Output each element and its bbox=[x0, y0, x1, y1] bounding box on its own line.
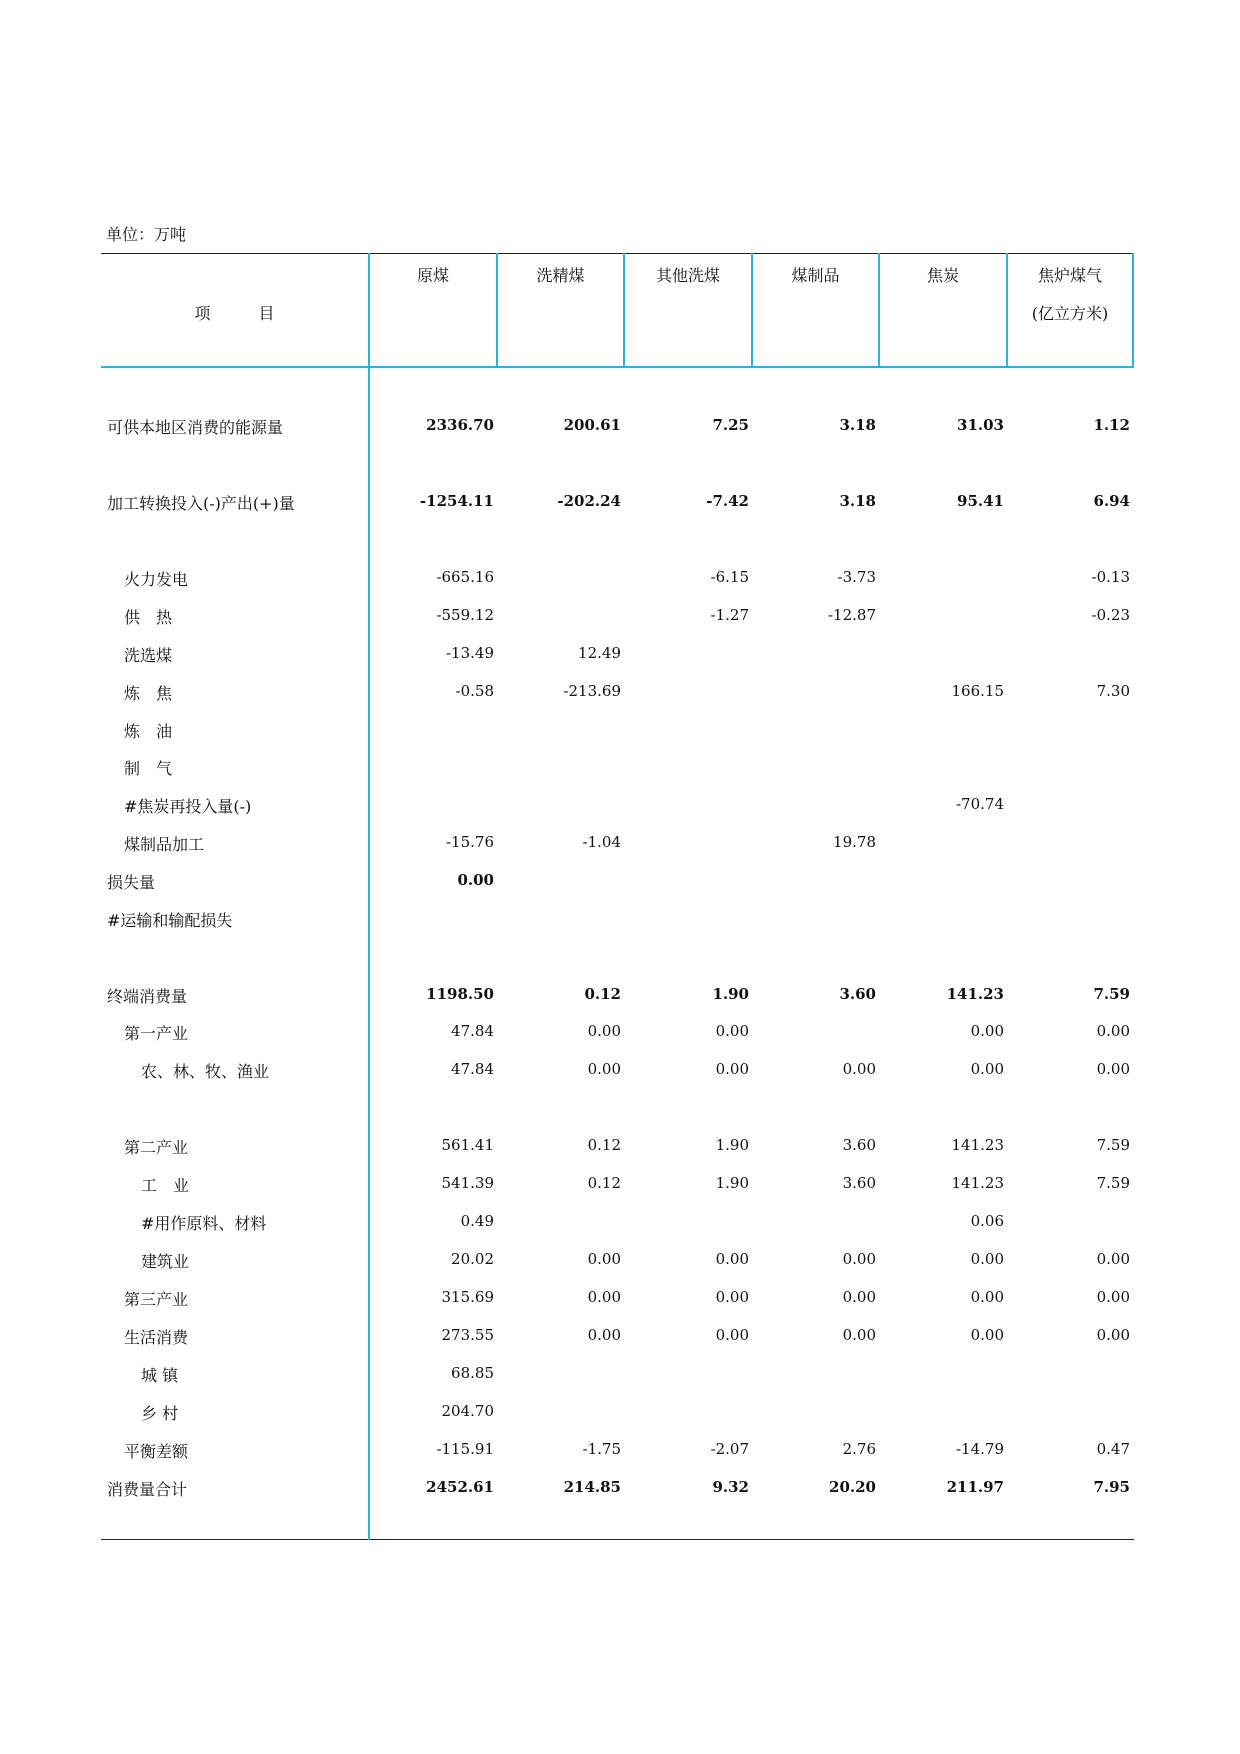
row-value: 0.00 bbox=[715, 1288, 749, 1306]
row-value: 0.00 bbox=[587, 1288, 621, 1306]
row-value: 0.00 bbox=[842, 1060, 876, 1078]
energy-balance-table bbox=[101, 253, 1134, 1540]
row-label: 终端消费量 bbox=[107, 987, 188, 1006]
row-value: 0.00 bbox=[587, 1326, 621, 1344]
row-value: -115.91 bbox=[436, 1440, 494, 1458]
table-bottom-rule bbox=[101, 1539, 1134, 1540]
row-value: 0.00 bbox=[1096, 1326, 1130, 1344]
header-col-cleaned-coal: 洗精煤 bbox=[536, 266, 585, 285]
row-value: 0.06 bbox=[970, 1212, 1004, 1230]
row-label: 洗选煤 bbox=[124, 646, 173, 665]
row-value: 0.00 bbox=[970, 1288, 1004, 1306]
row-value: 0.00 bbox=[715, 1250, 749, 1268]
row-value: 0.00 bbox=[1096, 1022, 1130, 1040]
row-value: -14.79 bbox=[955, 1440, 1004, 1458]
row-value: -13.49 bbox=[445, 644, 494, 662]
row-value: 0.00 bbox=[970, 1250, 1004, 1268]
row-value: 7.59 bbox=[1093, 985, 1130, 1003]
row-value: 19.78 bbox=[833, 833, 876, 851]
row-value: 31.03 bbox=[957, 416, 1004, 434]
row-value: 0.00 bbox=[842, 1288, 876, 1306]
row-value: -213.69 bbox=[563, 682, 621, 700]
row-value: 211.97 bbox=[946, 1478, 1004, 1496]
row-value: 0.00 bbox=[842, 1250, 876, 1268]
row-value: 7.59 bbox=[1096, 1174, 1130, 1192]
header-col-briquettes: 煤制品 bbox=[791, 266, 840, 285]
column-divider bbox=[1132, 253, 1134, 368]
row-value: 273.55 bbox=[441, 1326, 494, 1344]
row-label: 城 镇 bbox=[141, 1366, 179, 1385]
row-value: 166.15 bbox=[951, 682, 1004, 700]
row-value: 3.60 bbox=[842, 1174, 876, 1192]
header-col-raw-coal: 原煤 bbox=[416, 266, 449, 285]
row-value: 68.85 bbox=[451, 1364, 494, 1382]
row-label: 消费量合计 bbox=[107, 1480, 188, 1499]
row-value: 12.49 bbox=[578, 644, 621, 662]
row-value: 20.02 bbox=[451, 1250, 494, 1268]
row-label: 乡 村 bbox=[141, 1404, 179, 1423]
row-value: -7.42 bbox=[706, 492, 749, 510]
row-value: 9.32 bbox=[712, 1478, 749, 1496]
row-value: 2336.70 bbox=[426, 416, 494, 434]
row-label: #焦炭再投入量(-) bbox=[124, 797, 252, 816]
row-value: 200.61 bbox=[563, 416, 621, 434]
header-item: 项 目 bbox=[194, 304, 275, 323]
row-value: 3.60 bbox=[839, 985, 876, 1003]
row-value: 7.25 bbox=[712, 416, 749, 434]
table-top-rule bbox=[101, 253, 1134, 254]
row-value: 0.00 bbox=[457, 871, 494, 889]
row-value: 7.30 bbox=[1096, 682, 1130, 700]
row-value: 141.23 bbox=[946, 985, 1004, 1003]
row-value: 1.12 bbox=[1093, 416, 1130, 434]
row-value: 2452.61 bbox=[426, 1478, 494, 1496]
row-value: 315.69 bbox=[441, 1288, 494, 1306]
row-value: 0.00 bbox=[970, 1022, 1004, 1040]
row-value: -0.23 bbox=[1091, 606, 1130, 624]
row-label: #用作原料、材料 bbox=[141, 1214, 267, 1233]
row-label: 火力发电 bbox=[124, 570, 189, 589]
row-label: 农、林、牧、渔业 bbox=[141, 1062, 270, 1081]
row-value: -2.07 bbox=[710, 1440, 749, 1458]
row-label: 加工转换投入(-)产出(+)量 bbox=[107, 494, 295, 513]
row-value: 0.12 bbox=[587, 1136, 621, 1154]
row-value: 561.41 bbox=[441, 1136, 494, 1154]
row-value: 1198.50 bbox=[426, 985, 494, 1003]
row-value: 47.84 bbox=[451, 1022, 494, 1040]
row-label: 供 热 bbox=[124, 608, 173, 627]
header-bottom-rule bbox=[101, 366, 1134, 368]
row-value: 7.95 bbox=[1093, 1478, 1130, 1496]
row-value: -1.04 bbox=[582, 833, 621, 851]
row-value: -665.16 bbox=[436, 568, 494, 586]
row-value: 1.90 bbox=[715, 1136, 749, 1154]
row-value: 7.59 bbox=[1096, 1136, 1130, 1154]
row-value: 0.00 bbox=[715, 1022, 749, 1040]
row-value: -12.87 bbox=[827, 606, 876, 624]
row-value: 0.00 bbox=[1096, 1060, 1130, 1078]
unit-label: 单位：万吨 bbox=[106, 225, 187, 244]
row-value: 0.00 bbox=[587, 1250, 621, 1268]
row-value: -1.75 bbox=[582, 1440, 621, 1458]
row-value: 6.94 bbox=[1093, 492, 1130, 510]
row-label: #运输和输配损失 bbox=[107, 911, 233, 930]
row-label: 第三产业 bbox=[124, 1290, 189, 1309]
row-value: -0.58 bbox=[455, 682, 494, 700]
row-value: 214.85 bbox=[563, 1478, 621, 1496]
row-value: -3.73 bbox=[837, 568, 876, 586]
row-label: 生活消费 bbox=[124, 1328, 189, 1347]
row-label: 可供本地区消费的能源量 bbox=[107, 418, 284, 437]
row-label: 第二产业 bbox=[124, 1138, 189, 1157]
row-value: 0.00 bbox=[715, 1060, 749, 1078]
row-value: -0.13 bbox=[1091, 568, 1130, 586]
row-value: 0.00 bbox=[587, 1060, 621, 1078]
row-value: -6.15 bbox=[710, 568, 749, 586]
row-value: -202.24 bbox=[557, 492, 621, 510]
row-value: -559.12 bbox=[436, 606, 494, 624]
row-value: 20.20 bbox=[829, 1478, 876, 1496]
header-col-coke-oven-gas: 焦炉煤气 bbox=[1037, 266, 1102, 285]
row-value: 0.12 bbox=[584, 985, 621, 1003]
row-value: 0.00 bbox=[587, 1022, 621, 1040]
row-value: 1.90 bbox=[712, 985, 749, 1003]
row-value: 1.90 bbox=[715, 1174, 749, 1192]
row-value: 541.39 bbox=[441, 1174, 494, 1192]
row-value: 0.00 bbox=[1096, 1250, 1130, 1268]
row-value: 95.41 bbox=[957, 492, 1004, 510]
row-value: 3.18 bbox=[839, 416, 876, 434]
row-value: -15.76 bbox=[445, 833, 494, 851]
row-label: 炼 油 bbox=[124, 722, 173, 741]
row-value: 141.23 bbox=[951, 1136, 1004, 1154]
row-value: 0.12 bbox=[587, 1174, 621, 1192]
row-value: -1.27 bbox=[710, 606, 749, 624]
row-value: 3.18 bbox=[839, 492, 876, 510]
row-value: 2.76 bbox=[842, 1440, 876, 1458]
row-value: 0.49 bbox=[460, 1212, 494, 1230]
row-label: 炼 焦 bbox=[124, 684, 173, 703]
row-label: 损失量 bbox=[107, 873, 156, 892]
row-label: 平衡差额 bbox=[124, 1442, 189, 1461]
row-value: 141.23 bbox=[951, 1174, 1004, 1192]
row-value: -1254.11 bbox=[419, 492, 494, 510]
row-value: 0.00 bbox=[715, 1326, 749, 1344]
row-value: 0.00 bbox=[970, 1060, 1004, 1078]
row-value: 204.70 bbox=[441, 1402, 494, 1420]
row-value: 47.84 bbox=[451, 1060, 494, 1078]
row-value: -70.74 bbox=[955, 795, 1004, 813]
row-value: 3.60 bbox=[842, 1136, 876, 1154]
row-label: 第一产业 bbox=[124, 1024, 189, 1043]
row-value: 0.00 bbox=[1096, 1288, 1130, 1306]
label-column-divider bbox=[368, 253, 370, 1540]
row-label: 煤制品加工 bbox=[124, 835, 205, 854]
row-value: 0.00 bbox=[970, 1326, 1004, 1344]
header-col-coke-oven-gas-unit: (亿立方米) bbox=[1031, 304, 1109, 323]
header-col-other-washed-coal: 其他洗煤 bbox=[655, 266, 720, 285]
row-value: 0.47 bbox=[1096, 1440, 1130, 1458]
row-value: 0.00 bbox=[842, 1326, 876, 1344]
header-col-coke: 焦炭 bbox=[926, 266, 959, 285]
row-label: 工 业 bbox=[141, 1176, 190, 1195]
row-label: 制 气 bbox=[124, 759, 173, 778]
row-label: 建筑业 bbox=[141, 1252, 190, 1271]
